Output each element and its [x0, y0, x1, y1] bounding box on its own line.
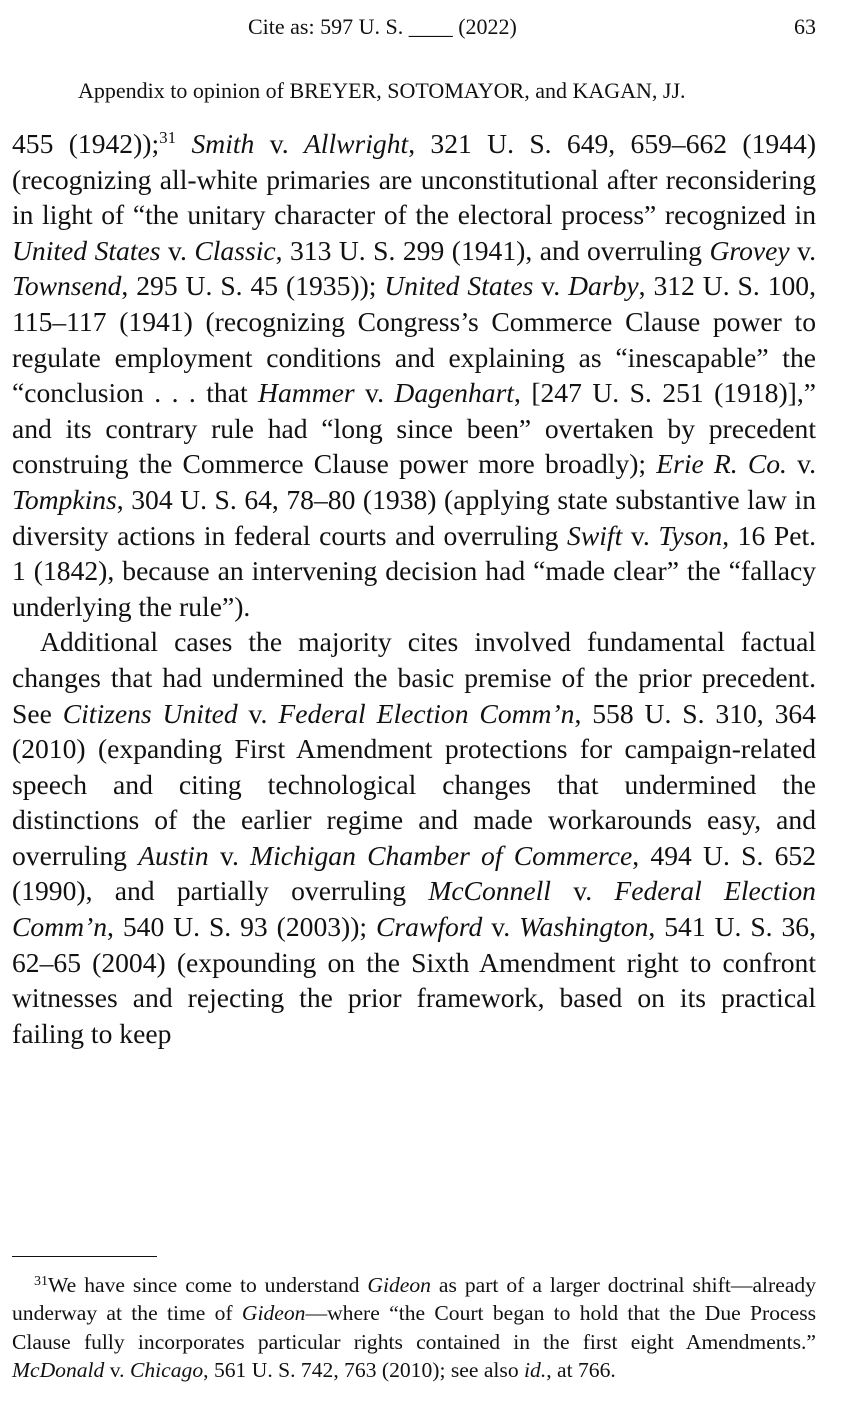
justice-kagan: KAGAN — [572, 78, 652, 103]
justice-sotomayor: SOTOMAYOR — [387, 78, 525, 103]
case-name: Gideon — [367, 1273, 431, 1297]
footnote-number: 31 — [34, 1274, 48, 1289]
page-number: 63 — [794, 14, 816, 39]
footnote-31 — [12, 1271, 816, 1385]
case-name: United States — [12, 234, 161, 266]
case-name: Citizens United — [62, 697, 238, 729]
case-name: Hammer — [258, 377, 355, 409]
appendix-heading: Appendix to opinion of BREYER, SOTOMAYOR, and KAGAN, JJ. — [78, 78, 686, 103]
case-name: Erie R. Co. — [656, 448, 787, 480]
appendix-prefix: Appendix to opinion of — [78, 78, 290, 103]
footnote-reference[interactable]: 31 — [159, 128, 177, 147]
opinion-body — [12, 126, 816, 1051]
case-name: Federal Election Comm’n — [12, 875, 816, 943]
case-name: Townsend — [12, 270, 122, 302]
case-name: McConnell — [428, 875, 551, 907]
case-name: Tompkins — [12, 483, 117, 515]
case-name: McDonald — [12, 1358, 105, 1383]
case-name: Swift — [567, 519, 623, 551]
case-name: Darby — [568, 270, 639, 302]
paragraph-2: Additional cases the majority cites involved fundamental factual changes that had undermined the basic premise of the prior precedent. See Citizens United v. Federal Election Comm’n, 558 U. S. 310, 364 (2010) (expanding First Amendment protections for campaign-related speech and citing technological changes that undermined the distinctions of the earlier regime and made workarounds easy, and overruling Austin v. Michigan Chamber of Commerce, 494 U. S. 652 (1990), and partially overruling McConnell v. Federal Election Comm’n, 540 U. S. 93 (2003)); Crawford v. Washington, 541 U. S. 36, 62–65 (2004) (expounding on the Sixth Amendment right to confront witnesses and rejecting the prior framework, based on its practical failing to keep — [12, 626, 816, 1049]
paragraph-1: 455 (1942));$^{31}$ Smith v. Allwright, 321 U. S. 649, 659–662 (1944) (recognizing all-white primaries are unconstitutional after reconsidering in light of “the unitary character of the electoral process” recognized in United States v. Classic, 313 U. S. 299 (1941), and overruling Grovey v. Townsend, 295 U. S. 45 (1935)); United States v. Darby, 312 U. S. 100, 115–117 (1941) (recognizing Congress’s Commerce Clause power to regulate employment conditions and explaining as “inescapable” the “conclusion . . . that Hammer v. Dagenhart, [247 U. S. 251 (1918)],” and its contrary rule had “long since been” overtaken by precedent construing the Commerce Clause power more broadly); Erie R. Co. v. Tompkins, 304 U. S. 64, 78–80 (1938) (applying state substantive law in diversity actions in federal courts and overruling Swift v. Tyson, 16 Pet. 1 (1842), because an intervening decision had “made clear” the “fallacy underlying the rule”). — [12, 128, 817, 622]
case-name: Tyson — [658, 519, 723, 551]
citation-id: id. — [524, 1358, 547, 1383]
case-name: Grovey — [709, 234, 790, 266]
running-head — [0, 14, 859, 44]
case-name: Dagenhart — [394, 377, 514, 409]
case-name: United States — [384, 270, 534, 302]
case-name: Classic — [194, 234, 276, 266]
case-name: Allwright — [303, 128, 409, 159]
case-name: Washington — [519, 911, 649, 943]
case-name: Michigan Chamber of Commerce — [250, 839, 633, 871]
citation-header: Cite as: 597 U. S. ____ (2022) — [248, 14, 517, 39]
case-name: Chicago — [129, 1358, 204, 1383]
footnote-divider — [12, 1256, 157, 1257]
case-name: Austin — [138, 839, 209, 871]
case-name: Smith — [191, 128, 255, 159]
justice-breyer: BREYER — [289, 78, 377, 103]
case-name: Gideon — [241, 1301, 306, 1326]
footnote-text: $^{31}$We have since come to understand Gideon as part of a larger doctrinal shift—already underway at the time of Gideon—where “the Court began to hold that the Due Process Clause fully incorporates particular rights contained in the first eight Amendments.” McDonald v. Chicago, 561 U. S. 742, 763 (2010); see also id., at 766. — [12, 1273, 816, 1383]
case-name: Federal Election Comm’n — [278, 697, 575, 729]
case-name: Crawford — [376, 911, 483, 943]
